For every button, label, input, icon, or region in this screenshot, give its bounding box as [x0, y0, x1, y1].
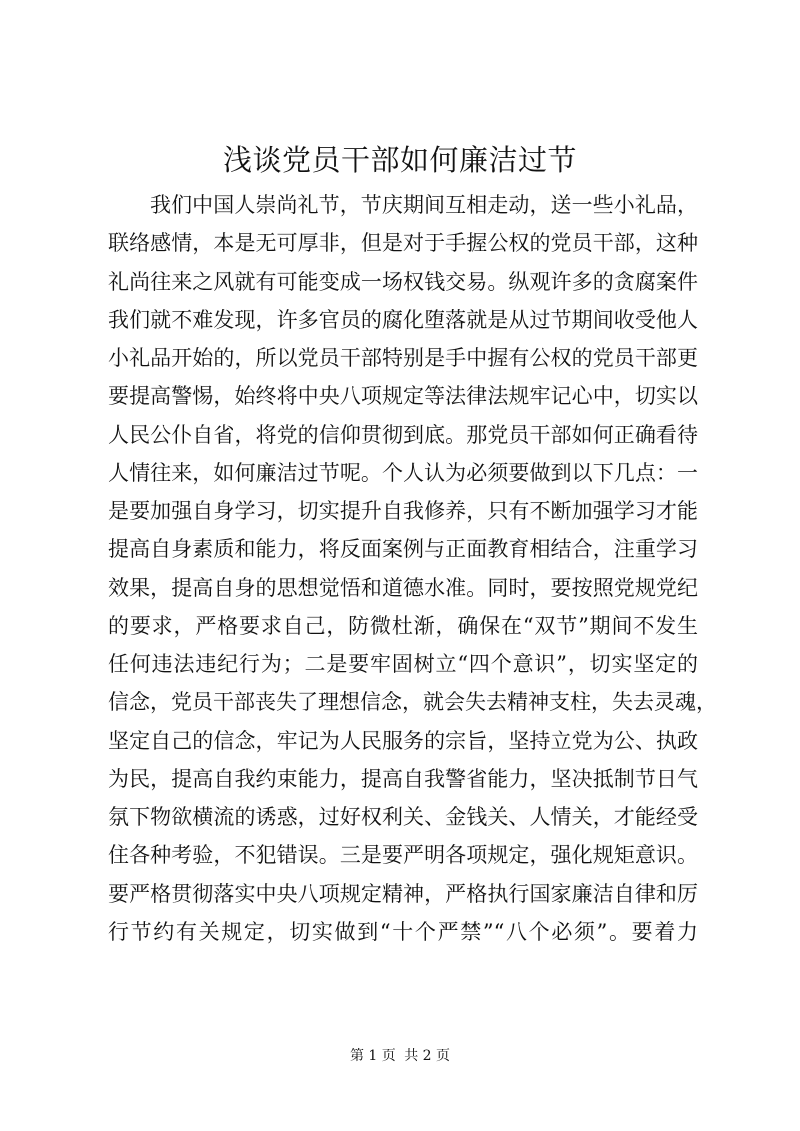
paragraph-line: 住各种考验，不犯错误。三是要严明各项规定，强化规矩意识。	[108, 843, 698, 868]
paragraph-line: 氛下物欲横流的诱惑，过好权利关、金钱关、人情关，才能经受	[108, 805, 698, 829]
paragraph-line: 坚定自己的信念，牢记为人民服务的宗旨，坚持立党为公、执政	[108, 728, 698, 753]
page-number: 第 1 页	[349, 1048, 396, 1064]
paragraph-line: 是要加强自身学习，切实提升自我修养，只有不断加强学习才能	[108, 499, 698, 523]
paragraph-line: 为民，提高自我约束能力，提高自我警省能力，坚决抵制节日气	[108, 766, 698, 791]
paragraph-line: 提高自身素质和能力，将反面案例与正面教育相结合，注重学习	[108, 537, 698, 562]
page-total: 共 2 页	[404, 1048, 451, 1064]
paragraph-line: 礼尚往来之风就有可能变成一场权钱交易。纵观许多的贪腐案件	[108, 269, 698, 294]
paragraph-line: 我们就不难发现，许多官员的腐化堕落就是从过节期间收受他人	[108, 307, 698, 332]
paragraph-line: 任何违法违纪行为；二是要牢固树立“四个意识”，切实坚定的	[108, 652, 698, 676]
paragraph-line: 小礼品开始的，所以党员干部特别是手中握有公权的党员干部更	[108, 346, 698, 370]
paragraph-line: 的要求，严格要求自己，防微杜渐，确保在“双节”期间不发生	[108, 613, 698, 638]
paragraph-line: 行节约有关规定，切实做到“十个严禁”“八个必须”。要着力	[108, 919, 698, 944]
paragraph-line: 效果，提高自身的思想觉悟和道德水准。同时，要按照党规党纪	[108, 575, 698, 600]
paragraph-line: 要严格贯彻落实中央八项规定精神，严格执行国家廉洁自律和厉	[108, 881, 698, 906]
paragraph-line: 信念，党员干部丧失了理想信念，就会失去精神支柱，失去灵魂，	[108, 690, 717, 715]
paragraph-line: 人情往来，如何廉洁过节呢。个人认为必须要做到以下几点：一	[108, 460, 698, 485]
paragraph-line: 我们中国人崇尚礼节，节庆期间互相走动，送一些小礼品，	[150, 193, 698, 217]
page-footer	[0, 1046, 800, 1066]
paragraph-line: 联络感情，本是无可厚非，但是对于手握公权的党员干部，这种	[108, 231, 698, 256]
body-paragraph	[108, 186, 717, 951]
page-title: 浅谈党员干部如何廉洁过节	[222, 143, 577, 177]
paragraph-line: 要提高警惕，始终将中央八项规定等法律法规牢记心中，切实以	[108, 384, 698, 409]
paragraph-line: 人民公仆自省，将党的信仰贯彻到底。那党员干部如何正确看待	[108, 422, 698, 447]
